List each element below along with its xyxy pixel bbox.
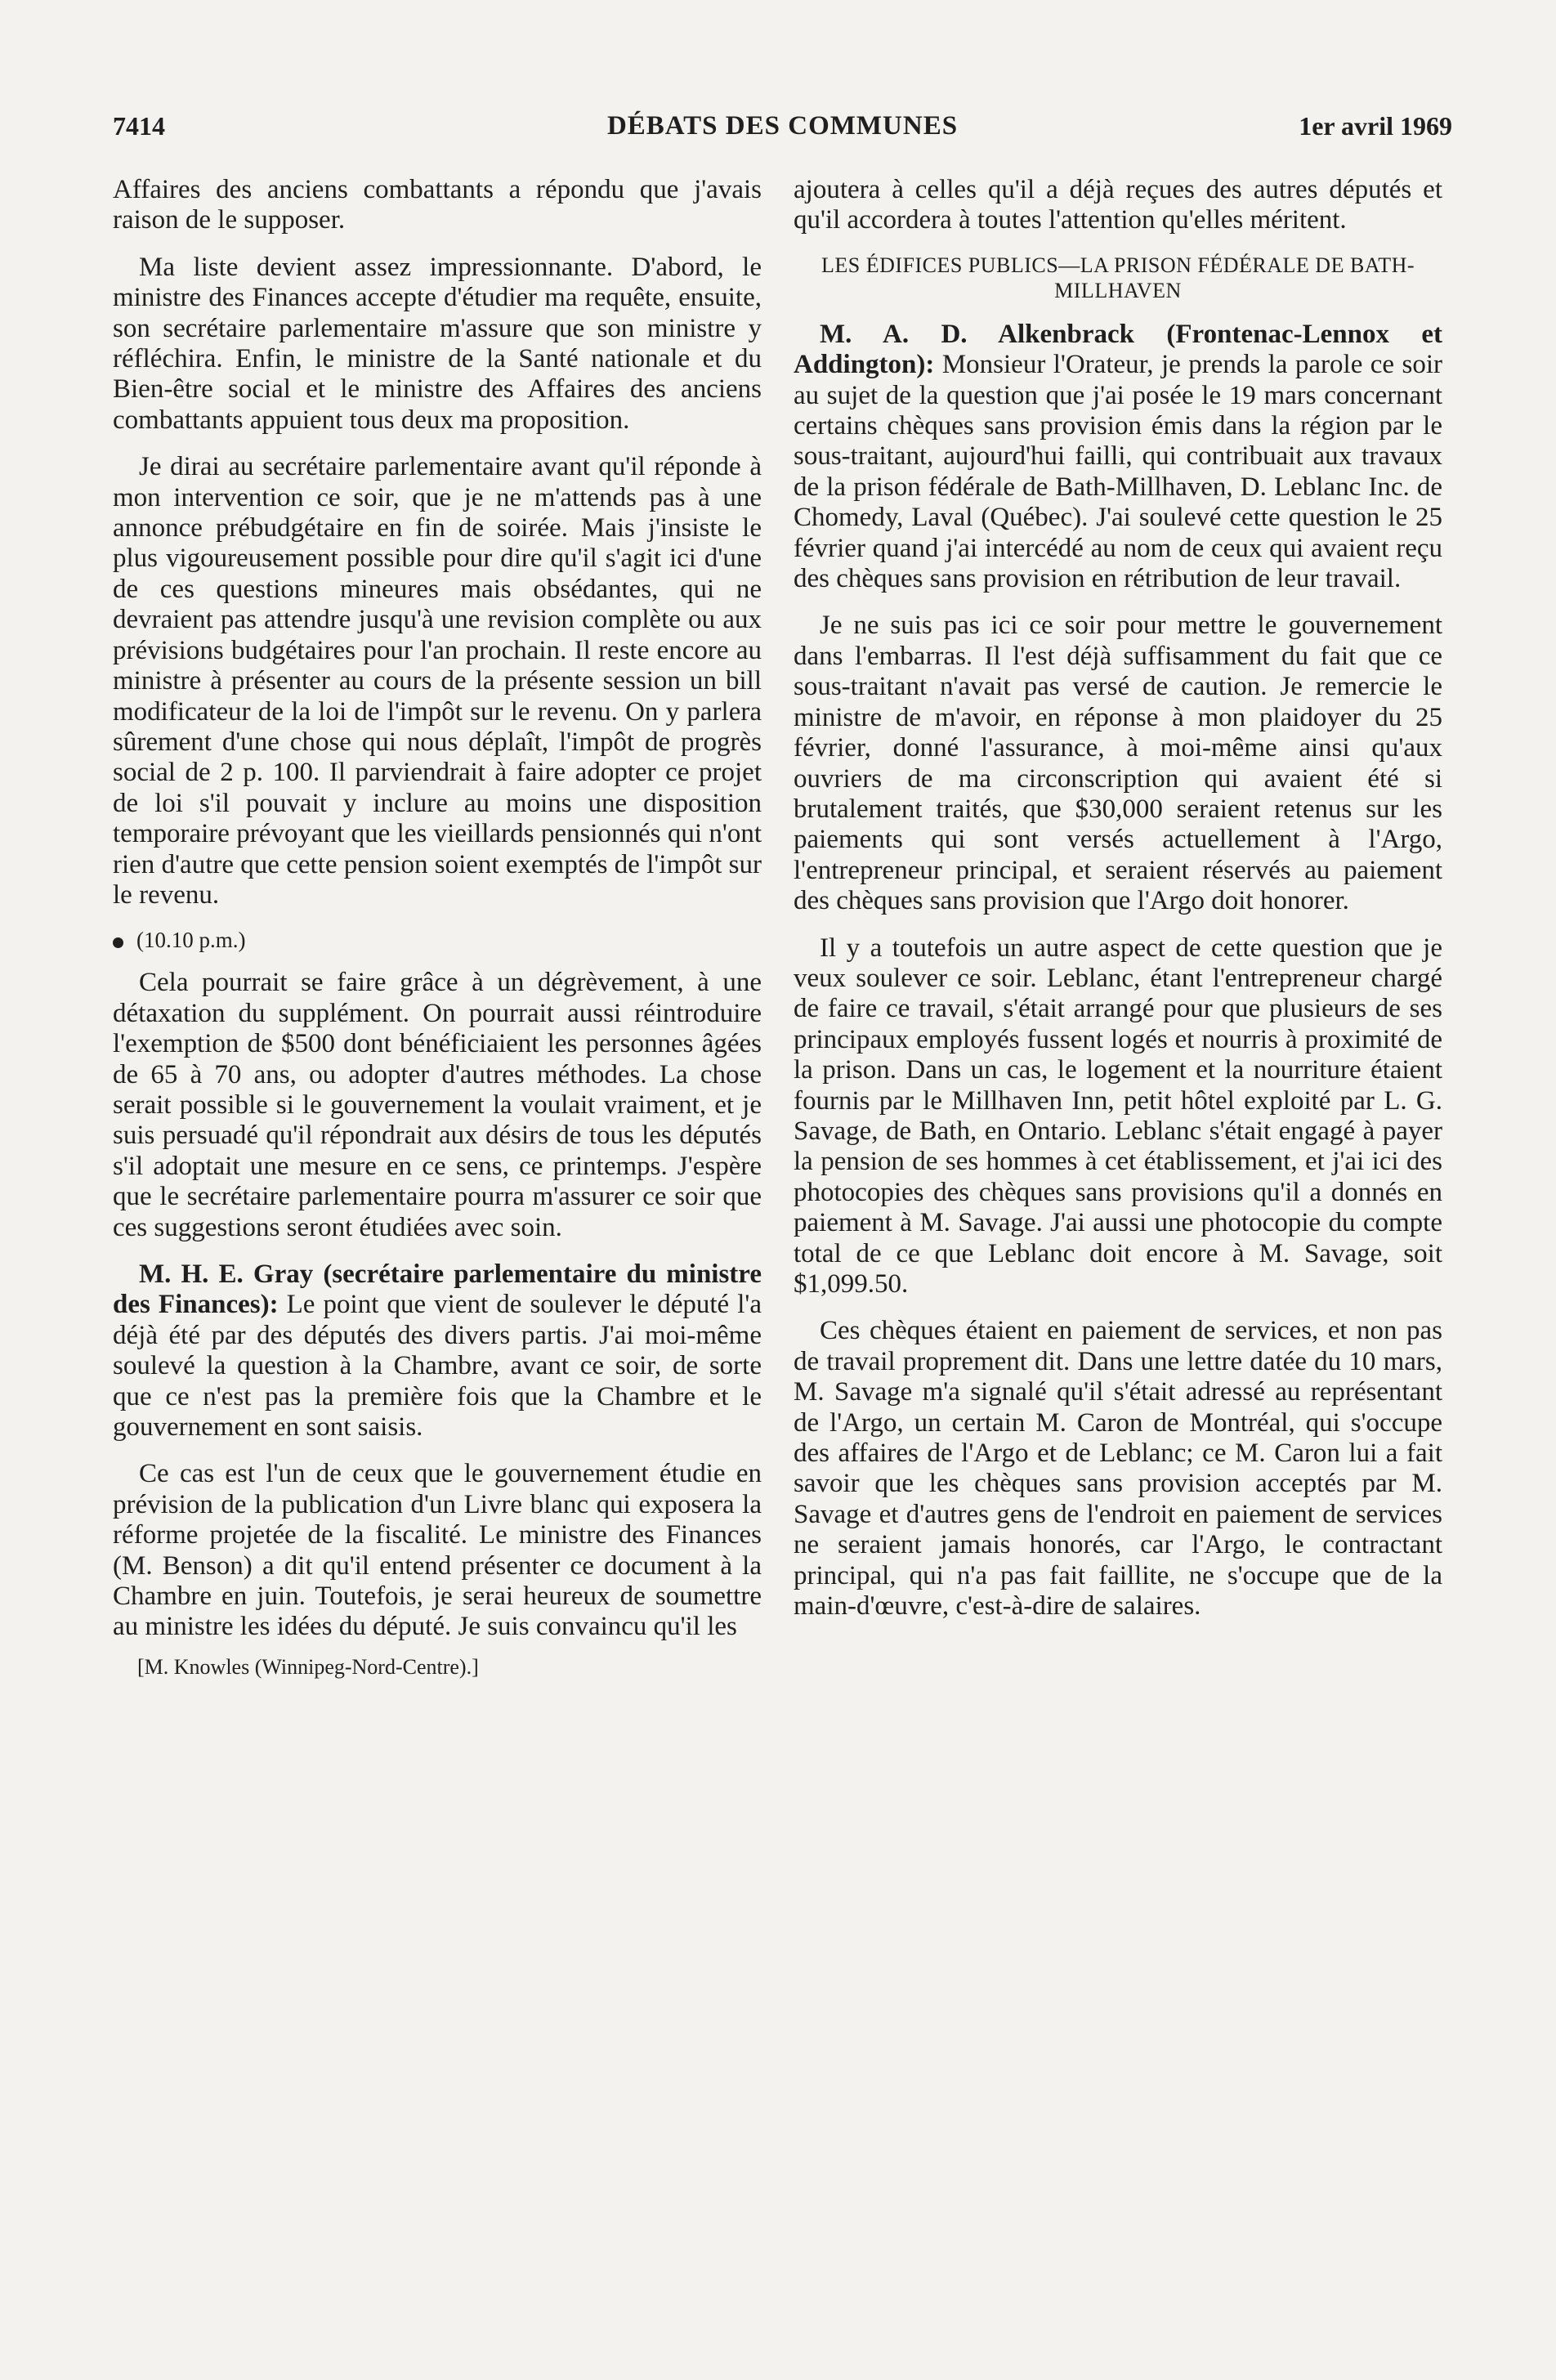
section-heading: LES ÉDIFICES PUBLICS—LA PRISON FÉDÉRALE DE BATH-MILLHAVEN: [820, 253, 1415, 302]
speech-text: Le point que vient de soulever le député l'a déjà été par des députés des divers partis. J'ai moi-même soulevé la question à la Chambre, avant ce soir, de sorte que ce n'est pas la première fois que la Chambre et le gouvernement en sont saisis.: [113, 1290, 762, 1443]
timestamp-text: (10.10 p.m.): [136, 928, 246, 953]
paragraph: Il y a toutefois un autre aspect de cette question que je veux soulever ce soir. Leblanc, étant l'entrepreneur chargé de faire ce travail, s'était arrangé pour que plusieurs de ses principaux employés fussent logés et nourris à proximité de la prison. Dans un cas, le logement et la nourriture étaient fournis par le Millhaven Inn, petit hôtel exploité par L. G. Savage, de Bath, en Ontario. Leblanc s'était engagé à payer la pension de ses hommes à cet établissement, et j'ai ici des photocopies des chèques sans provisions qu'il a donnés en paiement à M. Savage. J'ai aussi une photocopie du compte total de ce que Leblanc doit encore à M. Savage, soit $1,099.50.: [794, 933, 1442, 1299]
paragraph: ajoutera à celles qu'il a déjà reçues des autres députés et qu'il accordera à toutes l'attention qu'elles méritent.: [794, 175, 1442, 235]
speaker-name: M. H. E. Gray (secrétaire parlementaire du ministre des Finances):: [113, 1259, 762, 1320]
speaker-footnote: [M. Knowles (Winnipeg-Nord-Centre).]: [137, 1654, 479, 1679]
paragraph: [113, 1259, 762, 1443]
publication-title: DÉBATS DES COMMUNES: [606, 111, 959, 141]
paragraph: Je dirai au secrétaire parlementaire avant qu'il réponde à mon intervention ce soir, que je ne m'attends pas à une annonce prébudgétaire en fin de soirée. Mais j'insiste le plus vigoureusement possible pour dire qu'il s'agit ici d'une de ces questions mineures mais obsédantes, qui ne devraient pas attendre jusqu'à une revision complète ou aux prévisions budgétaires pour l'an prochain. Il reste encore au ministre à présenter au cours de la présente session un bill modificateur de la loi de l'impôt sur le revenu. On y parlera sûrement d'une chose qui nous déplaît, l'impôt de progrès social de 2 p. 100. Il parviendrait à faire adopter ce projet de loi s'il pouvait y inclure au moins une disposition temporaire prévoyant que les vieillards pensionnés qui n'ont rien d'autre que cette pension soient exemptés de l'impôt sur le revenu.: [113, 452, 762, 910]
paragraph: Cela pourrait se faire grâce à un dégrèvement, à une détaxation du supplément. On pourrait aussi réintroduire l'exemption de $500 dont bénéficiaient les personnes âgées de 65 à 70 ans, ou adopter d'autres méthodes. La chose serait possible si le gouvernement la voulait vraiment, et je suis persuadé qu'il répondrait aux désirs de tous les députés s'il adoptait une mesure en ce sens, ce printemps. J'espère que le secrétaire parlementaire pourra m'assurer ce soir que ces suggestions seront étudiées avec soin.: [113, 968, 762, 1242]
paragraph: Ces chèques étaient en paiement de services, et non pas de travail proprement dit. Dans une lettre datée du 10 mars, M. Savage m'a signalé qu'il s'était adressé au représentant de l'Argo, un certain M. Caron de Montréal, qui s'occupe des affaires de l'Argo et de Leblanc; ce M. Caron lui a fait savoir que les chèques sans provision acceptés par M. Savage et d'autres gens de l'endroit en paiement de services ne seraient jamais honorés, car l'Argo, le contractant principal, qui n'a pas fait faillite, ne s'occupe que de la main-d'œuvre, c'est-à-dire de salaires.: [794, 1316, 1442, 1622]
speech-text: Monsieur l'Orateur, je prends la parole ce soir au sujet de la question que j'ai posée le 19 mars concernant certains chèques sans provision émis dans la région par le sous-traitant, aujourd'hui failli, qui contribuait aux travaux de la prison fédérale de Bath-Millhaven, D. Leblanc Inc. de Chomedy, Laval (Québec). J'ai soulevé cette question le 25 février quand j'ai intercédé au nom de ceux qui avaient reçu des chèques sans provision en rétribution de leur travail.: [794, 350, 1442, 594]
right-column: [794, 175, 1442, 1638]
paragraph: Affaires des anciens combattants a répondu que j'avais raison de le supposer.: [113, 175, 762, 235]
bullet-icon: [113, 937, 123, 948]
paragraph: Ma liste devient assez impressionnante. D'abord, le ministre des Finances accepte d'étudier ma requête, ensuite, son secrétaire parlementaire m'assure que son ministre y réfléchira. Enfin, le ministre de la Santé nationale et du Bien-être social et le ministre des Affaires des anciens combattants appuient tous deux ma proposition.: [113, 252, 762, 435]
paragraph: Ce cas est l'un de ceux que le gouvernement étudie en prévision de la publication d'un Livre blanc qui exposera la réforme projetée de la fiscalité. Le ministre des Finances (M. Benson) a dit qu'il entend présenter ce document à la Chambre en juin. Toutefois, je serai heureux de soumettre au ministre les idées du député. Je suis convaincu qu'il les: [113, 1459, 762, 1642]
speaker-name: M. A. D. Alkenbrack (Frontenac-Lennox et Addington):: [794, 319, 1442, 380]
paragraph: Je ne suis pas ici ce soir pour mettre le gouvernement dans l'embarras. Il l'est déjà suffisamment du fait que ce sous-traitant n'avait pas versé de caution. Je remercie le ministre de m'avoir, en réponse à mon plaidoyer du 25 février, donné l'assurance, à moi-même ainsi qu'aux ouvriers de ma circonscription qui avaient été si brutalement traités, que $30,000 seraient retenus sur les paiements qui sont versés actuellement à l'Argo, l'entrepreneur principal, et seraient réservés au paiement des chèques sans provision que l'Argo doit honorer.: [794, 611, 1442, 916]
paragraph: [794, 320, 1442, 595]
page-number: 7414: [113, 111, 165, 141]
timestamp: [113, 925, 762, 955]
page-date: 1er avril 1969: [1299, 111, 1452, 141]
left-column: [113, 175, 762, 1680]
page-header: [113, 111, 1452, 150]
